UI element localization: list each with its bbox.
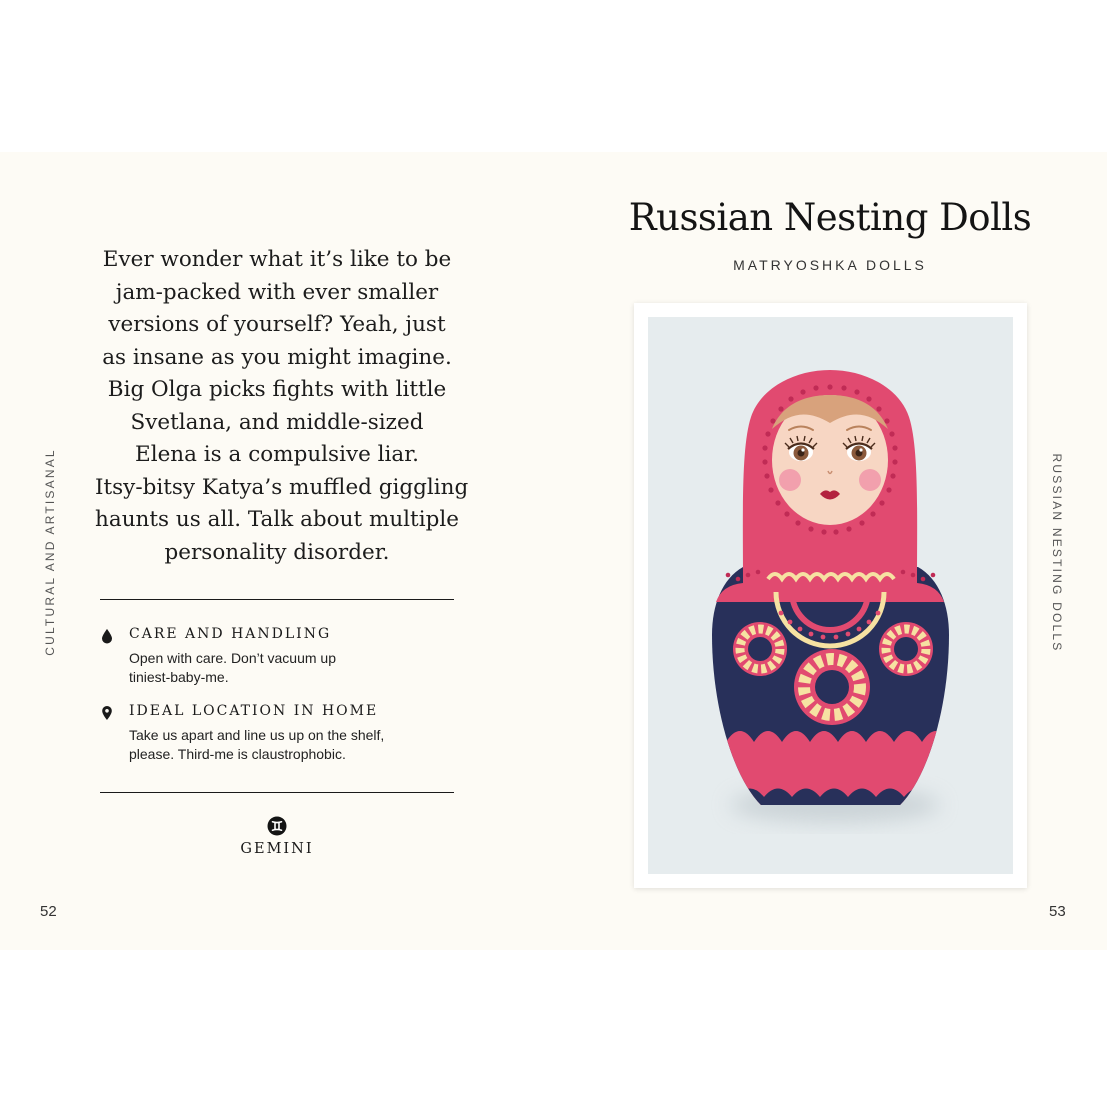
page-title: Russian Nesting Dolls bbox=[628, 196, 1032, 239]
intro-line: personality disorder. bbox=[164, 539, 390, 565]
intro-line: Itsy-bitsy Katya’s muffled giggling bbox=[95, 474, 469, 500]
map-pin-icon bbox=[100, 705, 114, 721]
matryoshka-doll-illustration bbox=[648, 317, 1013, 874]
care-text bbox=[129, 649, 429, 687]
page-subtitle: MATRYOSHKA DOLLS bbox=[733, 257, 927, 273]
intro-line: Ever wonder what it’s like to be bbox=[102, 247, 452, 272]
cheek-right bbox=[859, 469, 881, 491]
page-number-left: 52 bbox=[40, 903, 57, 920]
zodiac-sign-label: GEMINI bbox=[240, 841, 314, 857]
intro-line: as insane as you might imagine. bbox=[102, 344, 452, 370]
flower-center bbox=[794, 649, 870, 725]
intro-paragraph bbox=[95, 244, 469, 569]
care-line: tiniest-baby-me. bbox=[129, 669, 229, 685]
location-heading: IDEAL LOCATION IN HOME bbox=[129, 703, 379, 719]
intro-line: jam-packed with ever smaller bbox=[115, 279, 439, 305]
flower-right bbox=[879, 622, 933, 676]
right-side-label: RUSSIAN NESTING DOLLS bbox=[1050, 453, 1064, 653]
intro-line: versions of yourself? Yeah, just bbox=[108, 312, 446, 337]
location-line: Take us apart and line us up on the shelf, bbox=[129, 727, 385, 743]
page-number-right: 53 bbox=[1049, 903, 1066, 920]
flower-left bbox=[733, 622, 787, 676]
intro-line: Big Olga picks fights with little bbox=[107, 377, 447, 402]
location-text bbox=[129, 726, 429, 764]
left-side-label: CULTURAL AND ARTISANAL bbox=[43, 448, 57, 656]
intro-line: Elena is a compulsive liar. bbox=[135, 442, 419, 467]
droplet-icon bbox=[100, 628, 114, 644]
gemini-icon bbox=[267, 816, 287, 836]
care-heading: CARE AND HANDLING bbox=[129, 626, 332, 642]
care-line: Open with care. Don’t vacuum up bbox=[129, 650, 336, 666]
cheek-left bbox=[779, 469, 801, 491]
location-line: please. Third-me is claustrophobic. bbox=[129, 746, 346, 762]
divider-bottom bbox=[100, 792, 454, 793]
intro-line: haunts us all. Talk about multiple bbox=[95, 507, 459, 532]
intro-line: Svetlana, and middle-sized bbox=[130, 409, 424, 435]
divider-top bbox=[100, 599, 454, 600]
